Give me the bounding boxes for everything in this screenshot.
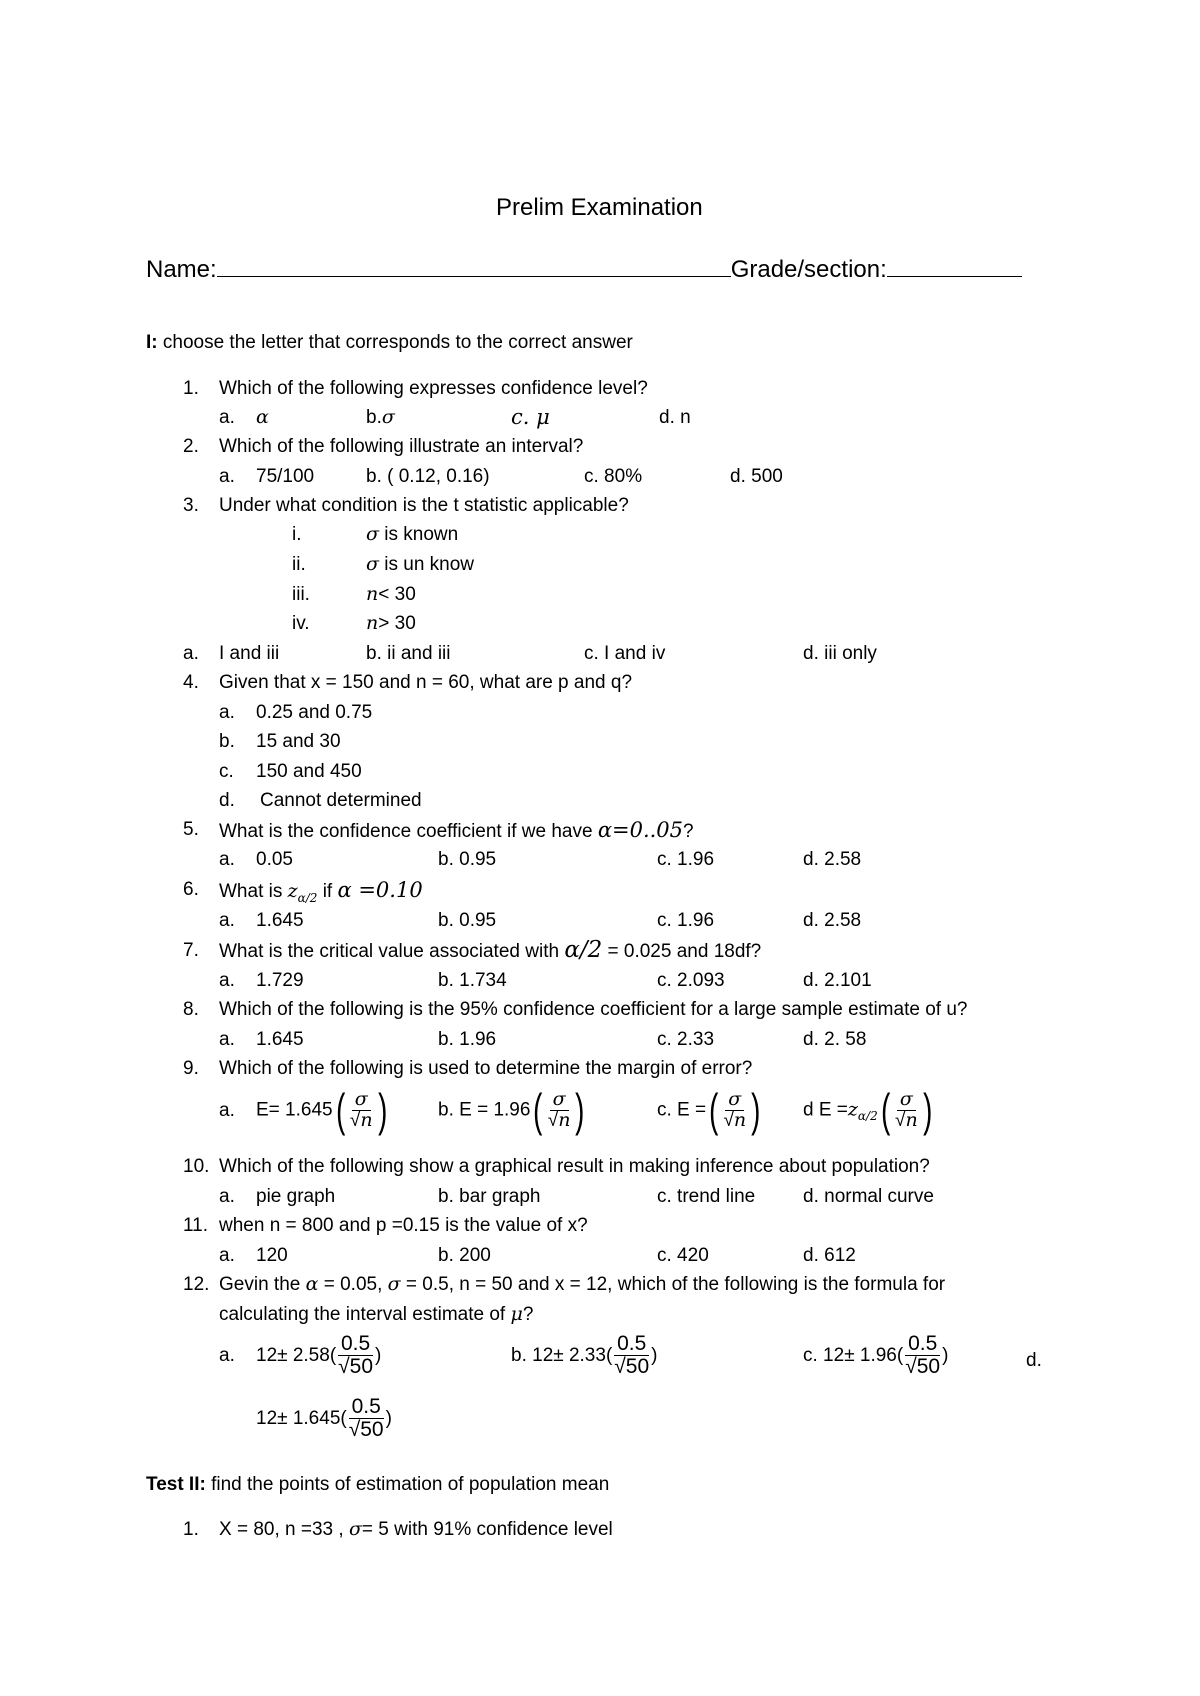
q5-text: What is the confidence coefficient if we have α=0..05? xyxy=(219,818,694,842)
q8-option-b[interactable]: b. 1.96 xyxy=(438,1029,497,1050)
q5-option-d[interactable]: d. 2.58 xyxy=(803,849,862,870)
q1-option-a[interactable]: α xyxy=(256,406,269,428)
q11-option-a[interactable]: 120 xyxy=(256,1245,288,1266)
q4-option-c[interactable]: 150 and 450 xyxy=(256,761,362,782)
name-label: Name: xyxy=(146,256,217,283)
q2-number: 2. xyxy=(183,436,199,457)
q6-option-c[interactable]: c. 1.96 xyxy=(657,910,715,931)
q2-option-a-label: a. xyxy=(219,466,235,487)
q3-option-c[interactable]: c. I and iv xyxy=(584,643,666,664)
q1-option-a-label: a. xyxy=(219,407,235,428)
q4-option-a-label: a. xyxy=(219,702,235,723)
q2-option-a[interactable]: 75/100 xyxy=(256,466,315,487)
q12-number: 12. xyxy=(183,1274,210,1295)
q8-option-d[interactable]: d. 2. 58 xyxy=(803,1029,867,1050)
q9-option-d[interactable]: d $E =z_{\alpha/2}$( $\frac{\sigma}{√n}$ ) xyxy=(803,1084,932,1136)
test2-instruction: Test II: find the points of estimation of population mean xyxy=(146,1474,610,1495)
grade-blank[interactable] xyxy=(887,256,1022,277)
q3-text: Under what condition is the t statistic applicable? xyxy=(219,495,629,516)
q6-option-a[interactable]: 1.645 xyxy=(256,910,304,931)
test1-instruction: I: choose the letter that corresponds to the correct answer xyxy=(146,332,633,353)
q9-text: Which of the following is used to determine the margin of error? xyxy=(219,1058,753,1079)
q3-item-iv-label: iv. xyxy=(292,613,310,634)
q3-item-iii: n< 30 xyxy=(366,583,416,605)
q3-option-a-label: a. xyxy=(183,643,199,664)
q3-number: 3. xyxy=(183,495,199,516)
test2-q1-text: X = 80, n =33 , σ= 5 with 91% confidence level xyxy=(219,1518,613,1540)
grade-label: Grade/section: xyxy=(730,256,887,283)
q7-option-a[interactable]: 1.729 xyxy=(256,970,304,991)
q12-option-c[interactable]: c. 12± 1.96( $\frac{0.5}{√50}$ ) xyxy=(803,1332,949,1379)
page-title: Prelim Examination xyxy=(496,194,703,221)
q6-option-b[interactable]: b. 0.95 xyxy=(438,910,497,931)
q3-item-i-label: i. xyxy=(292,524,302,545)
q10-option-a-label: a. xyxy=(219,1186,235,1207)
name-blank[interactable] xyxy=(217,256,731,277)
q10-text: Which of the following show a graphical result in making inference about population? xyxy=(219,1156,930,1177)
q11-option-a-label: a. xyxy=(219,1245,235,1266)
q1-text: Which of the following expresses confidence level? xyxy=(219,378,648,399)
q10-number: 10. xyxy=(183,1156,210,1177)
q7-number: 7. xyxy=(183,940,199,961)
q12-text-line1: Gevin the α = 0.05, σ = 0.5, n = 50 and x = 12, which of the following is the formula for xyxy=(219,1273,946,1295)
q3-item-ii: σ is un know xyxy=(366,553,475,575)
q9-option-b[interactable]: b. E = 1.96( $\frac{\sigma}{√n}$ ) xyxy=(438,1084,585,1136)
q10-option-b[interactable]: b. bar graph xyxy=(438,1186,541,1207)
q6-number: 6. xyxy=(183,879,199,900)
q4-option-a[interactable]: 0.25 and 0.75 xyxy=(256,702,373,723)
name-row xyxy=(146,256,1022,282)
q3-item-iii-label: iii. xyxy=(292,584,310,605)
q1-number: 1. xyxy=(183,378,199,399)
q7-option-c[interactable]: c. 2.093 xyxy=(657,970,725,991)
q3-item-iv: n> 30 xyxy=(366,612,416,634)
q7-option-d[interactable]: d. 2.101 xyxy=(803,970,872,991)
q11-number: 11. xyxy=(183,1215,209,1236)
q2-text: Which of the following illustrate an interval? xyxy=(219,436,584,457)
q11-option-c[interactable]: c. 420 xyxy=(657,1245,709,1266)
q5-option-b[interactable]: b. 0.95 xyxy=(438,849,497,870)
q3-option-a[interactable]: I and iii xyxy=(219,643,280,664)
q12-option-d-label: d. xyxy=(1026,1350,1042,1371)
q3-item-i: σ is known xyxy=(366,523,459,545)
q7-option-a-label: a. xyxy=(219,970,235,991)
q6-text: What is $z_{\alpha/2}$ if α =0.10 xyxy=(219,878,423,905)
q7-option-b[interactable]: b. 1.734 xyxy=(438,970,507,991)
test2-q1-number: 1. xyxy=(183,1519,199,1540)
q11-option-d[interactable]: d. 612 xyxy=(803,1245,856,1266)
q6-option-d[interactable]: d. 2.58 xyxy=(803,910,862,931)
q10-option-a[interactable]: pie graph xyxy=(256,1186,336,1207)
q1-option-b[interactable]: b.σ xyxy=(366,406,395,428)
q8-option-a-label: a. xyxy=(219,1029,235,1050)
q9-number: 9. xyxy=(183,1058,199,1079)
q3-option-b[interactable]: b. ii and iii xyxy=(366,643,451,664)
q4-option-c-label: c. xyxy=(219,761,234,782)
q9-option-c[interactable]: c. E =( $\frac{\sigma}{√n}$ ) xyxy=(657,1084,761,1136)
q4-option-b[interactable]: 15 and 30 xyxy=(256,731,341,752)
q3-option-d[interactable]: d. iii only xyxy=(803,643,877,664)
q1-option-d[interactable]: d. n xyxy=(659,407,691,428)
q12-option-a[interactable]: a. 12± 2.58( $\frac{0.5}{√50}$ ) xyxy=(219,1332,382,1379)
q12-option-d[interactable]: 12± 1.645( $\frac{0.5}{√50}$ ) xyxy=(256,1395,392,1442)
q2-option-c[interactable]: c. 80% xyxy=(584,466,643,487)
q12-text-line2: calculating the interval estimate of μ? xyxy=(219,1303,534,1325)
q9-option-a[interactable]: a. E= 1.645( $\frac{\sigma}{√n}$ ) xyxy=(219,1084,387,1136)
q11-option-b[interactable]: b. 200 xyxy=(438,1245,491,1266)
q4-option-d[interactable]: Cannot determined xyxy=(260,790,422,811)
q8-option-c[interactable]: c. 2.33 xyxy=(657,1029,715,1050)
q5-option-a-label: a. xyxy=(219,849,235,870)
q6-option-a-label: a. xyxy=(219,910,235,931)
q4-option-d-label: d. xyxy=(219,790,235,811)
q3-item-ii-label: ii. xyxy=(292,554,306,575)
q4-option-b-label: b. xyxy=(219,731,235,752)
q5-option-a[interactable]: 0.05 xyxy=(256,849,293,870)
q5-number: 5. xyxy=(183,819,199,840)
q8-number: 8. xyxy=(183,999,199,1020)
q12-option-b[interactable]: b. 12± 2.33( $\frac{0.5}{√50}$ ) xyxy=(511,1332,658,1379)
q4-number: 4. xyxy=(183,672,199,693)
q2-option-d[interactable]: d. 500 xyxy=(730,466,783,487)
q5-option-c[interactable]: c. 1.96 xyxy=(657,849,715,870)
q8-option-a[interactable]: 1.645 xyxy=(256,1029,304,1050)
q8-text: Which of the following is the 95% confidence coefficient for a large sample estimate of u? xyxy=(219,999,968,1020)
q4-text: Given that x = 150 and n = 60, what are p and q? xyxy=(219,672,633,693)
q10-option-d[interactable]: d. normal curve xyxy=(803,1186,934,1207)
q1-option-c[interactable]: c. μ xyxy=(511,405,550,429)
q2-option-b[interactable]: b. ( 0.12, 0.16) xyxy=(366,466,490,487)
q11-text: when n = 800 and p =0.15 is the value of x? xyxy=(219,1215,588,1236)
q7-text: What is the critical value associated with α/2 = 0.025 and 18df? xyxy=(219,937,762,963)
q10-option-c[interactable]: c. trend line xyxy=(657,1186,756,1207)
